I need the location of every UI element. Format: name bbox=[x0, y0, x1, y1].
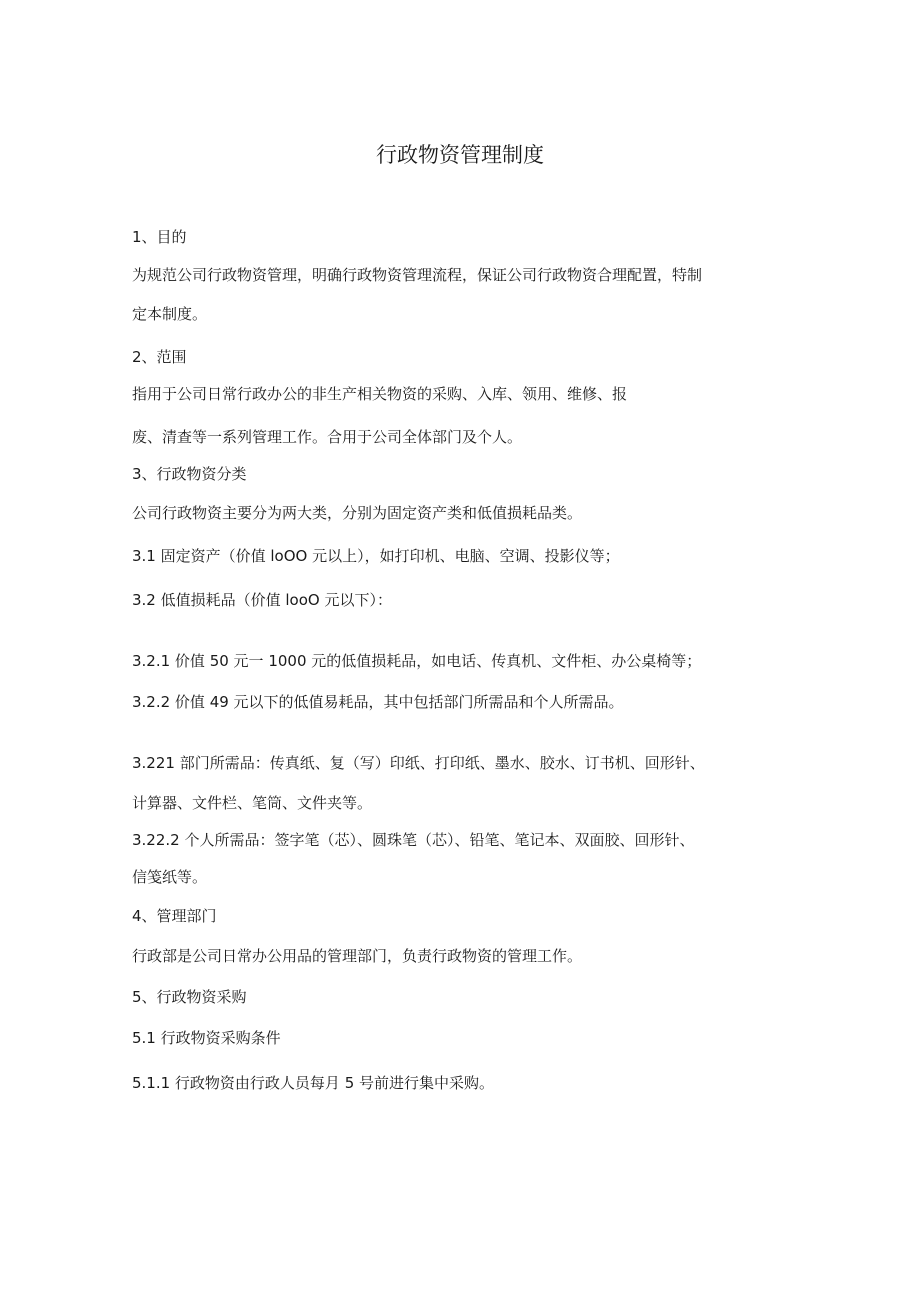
section-3-2-2-1-line-2: 计算器、文件栏、笔筒、文件夹等。 bbox=[132, 794, 373, 812]
section-2-heading: 2、范围 bbox=[132, 348, 187, 366]
section-3-2-2: 3.2.2 价值 49 元以下的低值易耗品，其中包括部门所需品和个人所需品。 bbox=[132, 693, 624, 711]
section-2-text-line-2: 废、清查等一系列管理工作。合用于公司全体部门及个人。 bbox=[132, 428, 523, 446]
section-3-2: 3.2 低值损耗品（价值 looO 元以下）： bbox=[132, 591, 392, 609]
section-3-2-2-1-line-1: 3.221 部门所需品：传真纸、复（写）印纸、打印纸、墨水、胶水、订书机、回形针、 bbox=[132, 754, 705, 772]
section-2-text-line-1: 指用于公司日常行政办公的非生产相关物资的采购、入库、领用、维修、报 bbox=[132, 385, 628, 403]
document-title: 行政物资管理制度 bbox=[376, 143, 544, 167]
section-3-heading: 3、行政物资分类 bbox=[132, 465, 247, 483]
section-3-2-2-2-line-1: 3.22.2 个人所需品：签字笔（芯）、圆珠笔（芯）、铅笔、笔记本、双面胶、回形针、 bbox=[132, 831, 695, 849]
section-1-heading: 1、目的 bbox=[132, 228, 187, 246]
section-4-heading: 4、管理部门 bbox=[132, 907, 217, 925]
section-3-2-2-2-line-2: 信笺纸等。 bbox=[132, 868, 208, 886]
section-5-1: 5.1 行政物资采购条件 bbox=[132, 1029, 281, 1047]
section-3-text: 公司行政物资主要分为两大类，分别为固定资产类和低值损耗品类。 bbox=[132, 504, 583, 522]
section-5-heading: 5、行政物资采购 bbox=[132, 988, 247, 1006]
section-3-2-1: 3.2.1 价值 50 元一 1000 元的低值损耗品，如电话、传真机、文件柜、办公桌椅等； bbox=[132, 652, 702, 670]
section-1-text-line-2: 定本制度。 bbox=[132, 305, 208, 323]
section-1-text-line-1: 为规范公司行政物资管理，明确行政物资管理流程，保证公司行政物资合理配置，特制 bbox=[132, 266, 703, 284]
section-3-1: 3.1 固定资产（价值 loOO 元以上），如打印机、电脑、空调、投影仪等； bbox=[132, 547, 620, 565]
section-5-1-1: 5.1.1 行政物资由行政人员每月 5 号前进行集中采购。 bbox=[132, 1074, 495, 1092]
section-4-text: 行政部是公司日常办公用品的管理部门，负责行政物资的管理工作。 bbox=[132, 947, 583, 965]
